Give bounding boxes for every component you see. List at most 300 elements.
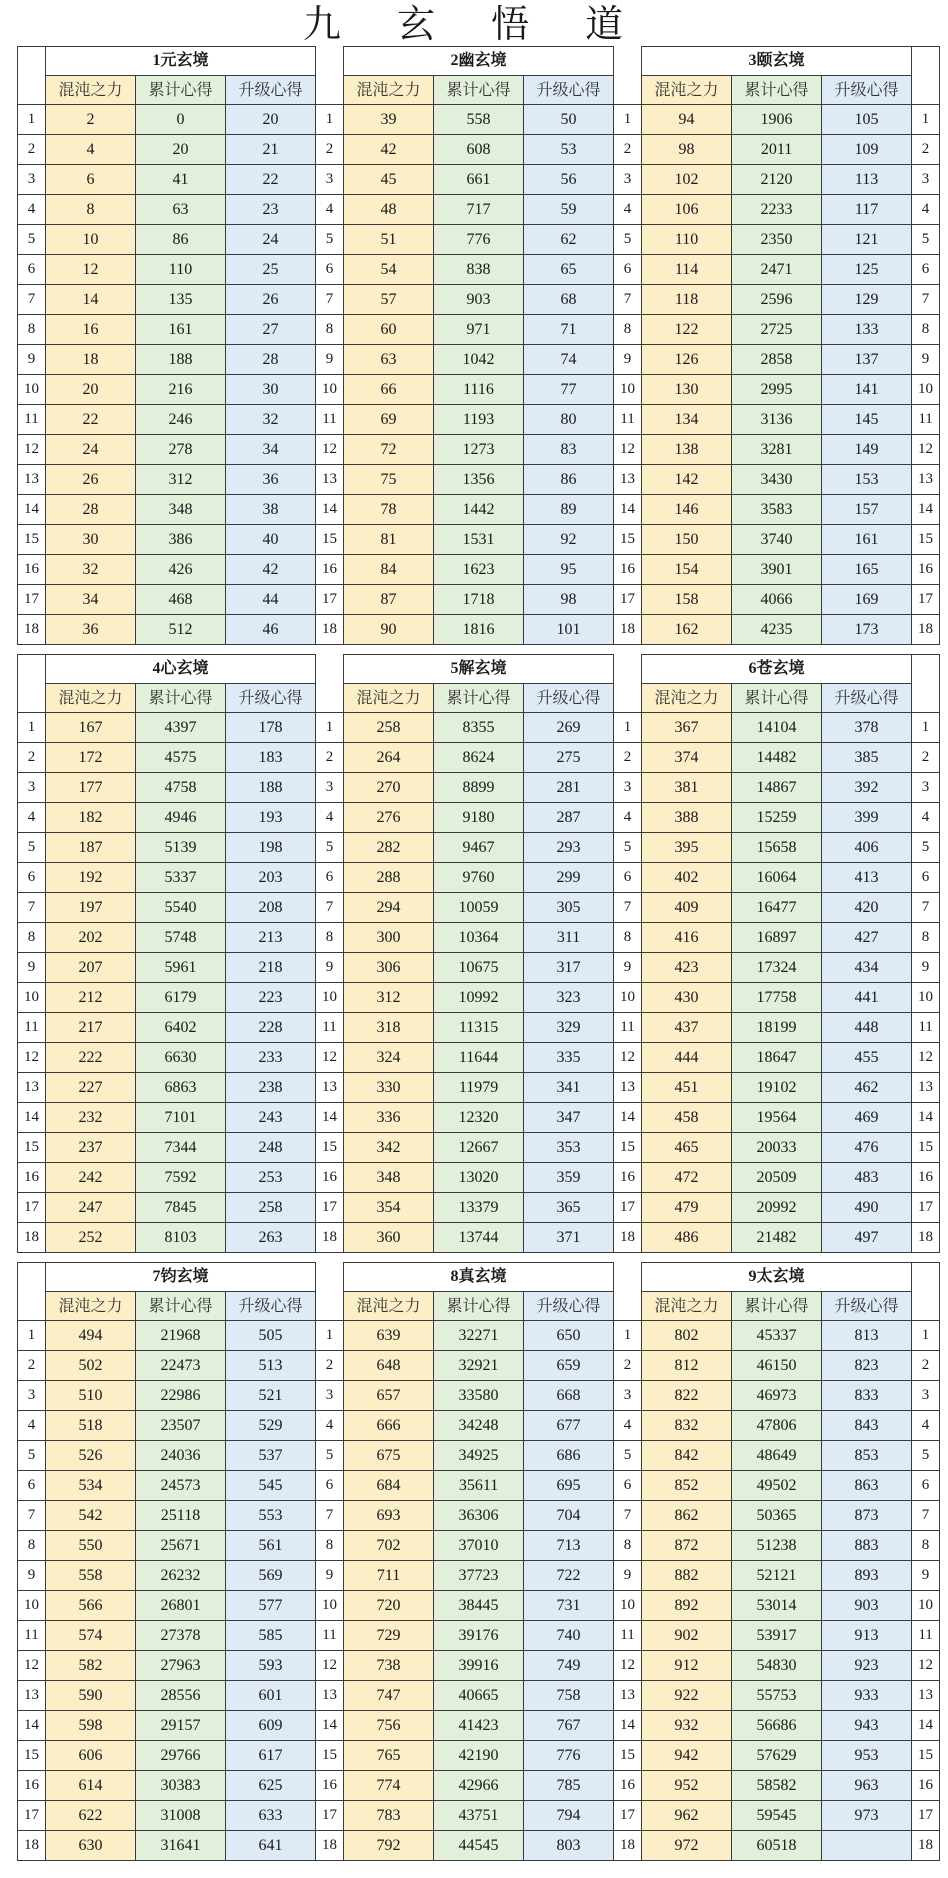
- level-number: 4: [18, 195, 46, 225]
- level-number: 2: [614, 1351, 642, 1381]
- table-row: [18, 1351, 940, 1381]
- upgrade-insight-cell: 767: [524, 1711, 614, 1741]
- chaos-power-cell: 282: [344, 833, 434, 863]
- chaos-power-cell: 324: [344, 1043, 434, 1073]
- column-header: 累计心得: [434, 684, 524, 713]
- upgrade-insight-cell: 923: [822, 1651, 912, 1681]
- cumulative-insight-cell: 188: [136, 345, 226, 375]
- level-number: 10: [18, 375, 46, 405]
- upgrade-insight-cell: 601: [226, 1681, 316, 1711]
- upgrade-insight-cell: 537: [226, 1441, 316, 1471]
- table-row: [18, 1561, 940, 1591]
- level-number: 14: [316, 1103, 344, 1133]
- level-number: 3: [316, 1381, 344, 1411]
- level-number: 4: [614, 1411, 642, 1441]
- level-number: 2: [18, 135, 46, 165]
- upgrade-insight-cell: 28: [226, 345, 316, 375]
- chaos-power-cell: 892: [642, 1591, 732, 1621]
- table-row: [18, 1711, 940, 1741]
- level-number: 15: [912, 525, 940, 555]
- chaos-power-cell: 336: [344, 1103, 434, 1133]
- level-number: 9: [912, 953, 940, 983]
- cumulative-insight-cell: 54830: [732, 1651, 822, 1681]
- upgrade-insight-cell: 77: [524, 375, 614, 405]
- cumulative-insight-cell: 4946: [136, 803, 226, 833]
- chaos-power-cell: 932: [642, 1711, 732, 1741]
- chaos-power-cell: 306: [344, 953, 434, 983]
- chaos-power-cell: 28: [46, 495, 136, 525]
- upgrade-insight-cell: 853: [822, 1441, 912, 1471]
- level-number: 13: [614, 465, 642, 495]
- upgrade-insight-cell: 677: [524, 1411, 614, 1441]
- cumulative-insight-cell: 8103: [136, 1223, 226, 1253]
- cumulative-insight-cell: 5748: [136, 923, 226, 953]
- table-row: [18, 713, 940, 743]
- chaos-power-cell: 444: [642, 1043, 732, 1073]
- cumulative-insight-cell: 16477: [732, 893, 822, 923]
- chaos-power-cell: 252: [46, 1223, 136, 1253]
- level-number: 1: [912, 1321, 940, 1351]
- cumulative-insight-cell: 7101: [136, 1103, 226, 1133]
- cumulative-insight-cell: 8624: [434, 743, 524, 773]
- cumulative-insight-cell: 3583: [732, 495, 822, 525]
- chaos-power-cell: 962: [642, 1801, 732, 1831]
- cumulative-insight-cell: 661: [434, 165, 524, 195]
- level-number: 17: [614, 1801, 642, 1831]
- upgrade-insight-cell: 299: [524, 863, 614, 893]
- table-row: [18, 225, 940, 255]
- level-number: 17: [18, 1801, 46, 1831]
- cumulative-insight-cell: 26232: [136, 1561, 226, 1591]
- chaos-power-cell: 360: [344, 1223, 434, 1253]
- level-number: 15: [18, 1741, 46, 1771]
- upgrade-insight-cell: 462: [822, 1073, 912, 1103]
- upgrade-insight-cell: 98: [524, 585, 614, 615]
- level-number: 13: [614, 1681, 642, 1711]
- cumulative-insight-cell: 58582: [732, 1771, 822, 1801]
- chaos-power-cell: 542: [46, 1501, 136, 1531]
- level-number: 2: [614, 743, 642, 773]
- cumulative-insight-cell: 39916: [434, 1651, 524, 1681]
- upgrade-insight-cell: 776: [524, 1741, 614, 1771]
- level-number: 15: [18, 1133, 46, 1163]
- level-number: 12: [316, 1651, 344, 1681]
- chaos-power-cell: 300: [344, 923, 434, 953]
- cumulative-insight-cell: 44545: [434, 1831, 524, 1861]
- chaos-power-cell: 648: [344, 1351, 434, 1381]
- level-number: 17: [614, 1193, 642, 1223]
- column-header: 升级心得: [822, 1292, 912, 1321]
- chaos-power-cell: 756: [344, 1711, 434, 1741]
- level-number: 4: [614, 195, 642, 225]
- upgrade-insight-cell: 169: [822, 585, 912, 615]
- upgrade-insight-cell: 117: [822, 195, 912, 225]
- upgrade-insight-cell: 203: [226, 863, 316, 893]
- level-number: 16: [912, 1771, 940, 1801]
- upgrade-insight-cell: 36: [226, 465, 316, 495]
- cumulative-insight-cell: 2995: [732, 375, 822, 405]
- cumulative-insight-cell: 8355: [434, 713, 524, 743]
- level-number: 5: [614, 833, 642, 863]
- upgrade-insight-cell: 50: [524, 105, 614, 135]
- chaos-power-cell: 729: [344, 1621, 434, 1651]
- level-number: 3: [18, 1381, 46, 1411]
- chaos-power-cell: 84: [344, 555, 434, 585]
- level-number: 5: [18, 833, 46, 863]
- chaos-power-cell: 675: [344, 1441, 434, 1471]
- level-number: 8: [316, 923, 344, 953]
- upgrade-insight-cell: 20: [226, 105, 316, 135]
- level-number: 17: [614, 585, 642, 615]
- level-number: 12: [18, 435, 46, 465]
- upgrade-insight-cell: 173: [822, 615, 912, 645]
- level-number: 10: [912, 375, 940, 405]
- cumulative-insight-cell: 22986: [136, 1381, 226, 1411]
- chaos-power-cell: 32: [46, 555, 136, 585]
- level-number: 2: [912, 135, 940, 165]
- upgrade-insight-cell: 406: [822, 833, 912, 863]
- chaos-power-cell: 409: [642, 893, 732, 923]
- cumulative-insight-cell: 56686: [732, 1711, 822, 1741]
- level-number: 6: [316, 863, 344, 893]
- cumulative-insight-cell: 17324: [732, 953, 822, 983]
- level-number: 8: [614, 1531, 642, 1561]
- level-number: 12: [316, 1043, 344, 1073]
- upgrade-insight-cell: 178: [226, 713, 316, 743]
- cumulative-insight-cell: 1356: [434, 465, 524, 495]
- upgrade-insight-cell: 74: [524, 345, 614, 375]
- level-number: 3: [912, 1381, 940, 1411]
- chaos-power-cell: 423: [642, 953, 732, 983]
- chaos-power-cell: 451: [642, 1073, 732, 1103]
- cumulative-insight-cell: 17758: [732, 983, 822, 1013]
- cumulative-insight-cell: 1442: [434, 495, 524, 525]
- upgrade-insight-cell: 165: [822, 555, 912, 585]
- upgrade-insight-cell: 577: [226, 1591, 316, 1621]
- level-number: 15: [18, 525, 46, 555]
- realm-name: 7钧玄境: [46, 1263, 316, 1292]
- table-row: [18, 1223, 940, 1253]
- cumulative-insight-cell: 32921: [434, 1351, 524, 1381]
- chaos-power-cell: 479: [642, 1193, 732, 1223]
- cumulative-insight-cell: 1718: [434, 585, 524, 615]
- upgrade-insight-cell: 137: [822, 345, 912, 375]
- chaos-power-cell: 832: [642, 1411, 732, 1441]
- chaos-power-cell: 227: [46, 1073, 136, 1103]
- upgrade-insight-cell: 686: [524, 1441, 614, 1471]
- cumulative-insight-cell: 31641: [136, 1831, 226, 1861]
- cumulative-insight-cell: 2350: [732, 225, 822, 255]
- cumulative-insight-cell: 53014: [732, 1591, 822, 1621]
- upgrade-insight-cell: 46: [226, 615, 316, 645]
- level-number: 10: [614, 983, 642, 1013]
- level-number: 4: [18, 803, 46, 833]
- upgrade-insight-cell: 218: [226, 953, 316, 983]
- level-number: 2: [316, 135, 344, 165]
- chaos-power-cell: 66: [344, 375, 434, 405]
- upgrade-insight-cell: 371: [524, 1223, 614, 1253]
- level-number: 18: [18, 1223, 46, 1253]
- level-number: 15: [316, 1133, 344, 1163]
- cumulative-insight-cell: 49502: [732, 1471, 822, 1501]
- chaos-power-cell: 167: [46, 713, 136, 743]
- level-number: 12: [316, 435, 344, 465]
- level-number: 7: [912, 893, 940, 923]
- upgrade-insight-cell: 413: [822, 863, 912, 893]
- level-number: 11: [316, 1013, 344, 1043]
- cumulative-insight-cell: 5540: [136, 893, 226, 923]
- chaos-power-cell: 81: [344, 525, 434, 555]
- level-number: 10: [912, 983, 940, 1013]
- cumulative-insight-cell: 20033: [732, 1133, 822, 1163]
- chaos-power-cell: 207: [46, 953, 136, 983]
- level-number: 15: [316, 525, 344, 555]
- cumulative-insight-cell: 24573: [136, 1471, 226, 1501]
- upgrade-insight-cell: 258: [226, 1193, 316, 1223]
- column-header: 升级心得: [524, 76, 614, 105]
- chaos-power-cell: 639: [344, 1321, 434, 1351]
- level-number: 17: [912, 1801, 940, 1831]
- level-number: 18: [18, 1831, 46, 1861]
- cumulative-insight-cell: 161: [136, 315, 226, 345]
- column-header: 累计心得: [136, 684, 226, 713]
- upgrade-insight-cell: 323: [524, 983, 614, 1013]
- chaos-power-cell: 330: [344, 1073, 434, 1103]
- chaos-power-cell: 566: [46, 1591, 136, 1621]
- cumulative-insight-cell: 50365: [732, 1501, 822, 1531]
- cumulative-insight-cell: 21968: [136, 1321, 226, 1351]
- cumulative-insight-cell: 11979: [434, 1073, 524, 1103]
- upgrade-insight-cell: 34: [226, 435, 316, 465]
- chaos-power-cell: 402: [642, 863, 732, 893]
- level-number: 9: [316, 345, 344, 375]
- table-row: [18, 1073, 940, 1103]
- cumulative-insight-cell: 1273: [434, 435, 524, 465]
- chaos-power-cell: 395: [642, 833, 732, 863]
- chaos-power-cell: 622: [46, 1801, 136, 1831]
- chaos-power-cell: 614: [46, 1771, 136, 1801]
- chaos-power-cell: 110: [642, 225, 732, 255]
- level-number: 13: [18, 1681, 46, 1711]
- chaos-power-cell: 952: [642, 1771, 732, 1801]
- table-row: [18, 1591, 940, 1621]
- column-header: 升级心得: [226, 684, 316, 713]
- table-row: [18, 1381, 940, 1411]
- chaos-power-cell: 502: [46, 1351, 136, 1381]
- chaos-power-cell: 666: [344, 1411, 434, 1441]
- upgrade-insight-cell: 44: [226, 585, 316, 615]
- level-number: 3: [18, 773, 46, 803]
- chaos-power-cell: 158: [642, 585, 732, 615]
- cumulative-insight-cell: 16064: [732, 863, 822, 893]
- upgrade-insight-cell: 198: [226, 833, 316, 863]
- chaos-power-cell: 494: [46, 1321, 136, 1351]
- level-number: 3: [316, 165, 344, 195]
- chaos-power-cell: 94: [642, 105, 732, 135]
- level-number: 11: [912, 1013, 940, 1043]
- cumulative-insight-cell: 24036: [136, 1441, 226, 1471]
- upgrade-insight-cell: 434: [822, 953, 912, 983]
- upgrade-insight-cell: 505: [226, 1321, 316, 1351]
- level-number: 17: [316, 585, 344, 615]
- level-number: 1: [912, 105, 940, 135]
- cumulative-insight-cell: 1042: [434, 345, 524, 375]
- chaos-power-cell: 822: [642, 1381, 732, 1411]
- cumulative-insight-cell: 3740: [732, 525, 822, 555]
- cumulative-insight-cell: 20509: [732, 1163, 822, 1193]
- cumulative-insight-cell: 11644: [434, 1043, 524, 1073]
- level-number: 2: [316, 743, 344, 773]
- chaos-power-cell: 258: [344, 713, 434, 743]
- upgrade-insight-cell: 109: [822, 135, 912, 165]
- cumulative-insight-cell: 3430: [732, 465, 822, 495]
- level-number: 10: [316, 375, 344, 405]
- cumulative-insight-cell: 40665: [434, 1681, 524, 1711]
- chaos-power-cell: 342: [344, 1133, 434, 1163]
- realm-name: 9太玄境: [642, 1263, 912, 1292]
- level-number: 5: [912, 1441, 940, 1471]
- cumulative-insight-cell: 2725: [732, 315, 822, 345]
- table-row: [18, 315, 940, 345]
- upgrade-insight-cell: 149: [822, 435, 912, 465]
- chaos-power-cell: 598: [46, 1711, 136, 1741]
- cumulative-insight-cell: 29766: [136, 1741, 226, 1771]
- upgrade-insight-cell: 68: [524, 285, 614, 315]
- level-number: 18: [316, 615, 344, 645]
- level-number: 11: [614, 1621, 642, 1651]
- level-number: 13: [316, 1681, 344, 1711]
- level-number: 15: [614, 525, 642, 555]
- level-number: 1: [18, 105, 46, 135]
- upgrade-insight-cell: 113: [822, 165, 912, 195]
- level-number: 16: [18, 1771, 46, 1801]
- level-number: 6: [912, 863, 940, 893]
- level-number: 7: [316, 1501, 344, 1531]
- upgrade-insight-cell: 963: [822, 1771, 912, 1801]
- chaos-power-cell: 270: [344, 773, 434, 803]
- chaos-power-cell: 247: [46, 1193, 136, 1223]
- level-number: 16: [316, 1163, 344, 1193]
- chaos-power-cell: 510: [46, 1381, 136, 1411]
- cumulative-insight-cell: 7344: [136, 1133, 226, 1163]
- upgrade-insight-cell: 731: [524, 1591, 614, 1621]
- level-number: 16: [614, 1771, 642, 1801]
- cumulative-insight-cell: 1531: [434, 525, 524, 555]
- level-number: 14: [316, 1711, 344, 1741]
- cumulative-insight-cell: 2011: [732, 135, 822, 165]
- upgrade-insight-cell: 238: [226, 1073, 316, 1103]
- level-number: 8: [18, 315, 46, 345]
- level-number: 5: [316, 833, 344, 863]
- column-header: 混沌之力: [46, 1292, 136, 1321]
- realm-name: 3颐玄境: [642, 47, 912, 76]
- chaos-power-cell: 526: [46, 1441, 136, 1471]
- cumulative-insight-cell: 6863: [136, 1073, 226, 1103]
- chaos-power-cell: 134: [642, 405, 732, 435]
- level-number: 6: [316, 1471, 344, 1501]
- chaos-power-cell: 902: [642, 1621, 732, 1651]
- level-number: 13: [912, 1681, 940, 1711]
- upgrade-insight-cell: 933: [822, 1681, 912, 1711]
- chaos-power-cell: 18: [46, 345, 136, 375]
- table-row: [18, 1013, 940, 1043]
- chaos-power-cell: 747: [344, 1681, 434, 1711]
- cumulative-insight-cell: 2471: [732, 255, 822, 285]
- upgrade-insight-cell: 803: [524, 1831, 614, 1861]
- upgrade-insight-cell: 365: [524, 1193, 614, 1223]
- header-corner: [614, 47, 642, 105]
- level-number: 11: [614, 1013, 642, 1043]
- level-number: 15: [912, 1133, 940, 1163]
- cumulative-insight-cell: 47806: [732, 1411, 822, 1441]
- cumulative-insight-cell: 5961: [136, 953, 226, 983]
- chaos-power-cell: 20: [46, 375, 136, 405]
- chaos-power-cell: 294: [344, 893, 434, 923]
- cumulative-insight-cell: 246: [136, 405, 226, 435]
- cumulative-insight-cell: 468: [136, 585, 226, 615]
- column-header: 混沌之力: [344, 684, 434, 713]
- level-number: 3: [316, 773, 344, 803]
- level-number: 14: [912, 1711, 940, 1741]
- table-row: [18, 405, 940, 435]
- cumulative-insight-cell: 16897: [732, 923, 822, 953]
- level-number: 7: [18, 893, 46, 923]
- cumulative-insight-cell: 10059: [434, 893, 524, 923]
- table-row: [18, 1501, 940, 1531]
- level-number: 12: [912, 435, 940, 465]
- cumulative-insight-cell: 60518: [732, 1831, 822, 1861]
- realm-name: 8真玄境: [344, 1263, 614, 1292]
- level-number: 18: [614, 615, 642, 645]
- cumulative-insight-cell: 2120: [732, 165, 822, 195]
- chaos-power-cell: 63: [344, 345, 434, 375]
- level-number: 13: [912, 465, 940, 495]
- upgrade-insight-cell: 22: [226, 165, 316, 195]
- cumulative-insight-cell: 46150: [732, 1351, 822, 1381]
- table-row: [18, 555, 940, 585]
- header-corner: [316, 1263, 344, 1321]
- header-corner: [18, 47, 46, 105]
- table-row: [18, 833, 940, 863]
- table-row: [18, 743, 940, 773]
- level-number: 4: [18, 1411, 46, 1441]
- cumulative-insight-cell: 6630: [136, 1043, 226, 1073]
- chaos-power-cell: 348: [344, 1163, 434, 1193]
- upgrade-insight-cell: 650: [524, 1321, 614, 1351]
- chaos-power-cell: 318: [344, 1013, 434, 1043]
- chaos-power-cell: 882: [642, 1561, 732, 1591]
- table-row: [18, 135, 940, 165]
- table-row: [18, 863, 940, 893]
- chaos-power-cell: 187: [46, 833, 136, 863]
- cumulative-insight-cell: 27963: [136, 1651, 226, 1681]
- level-number: 3: [912, 773, 940, 803]
- table-row: [18, 893, 940, 923]
- chaos-power-cell: 430: [642, 983, 732, 1013]
- upgrade-insight-cell: 23: [226, 195, 316, 225]
- chaos-power-cell: 693: [344, 1501, 434, 1531]
- chaos-power-cell: 657: [344, 1381, 434, 1411]
- level-number: 16: [18, 555, 46, 585]
- table-row: [18, 585, 940, 615]
- cumulative-insight-cell: 20992: [732, 1193, 822, 1223]
- upgrade-insight-cell: 476: [822, 1133, 912, 1163]
- upgrade-insight-cell: 38: [226, 495, 316, 525]
- upgrade-insight-cell: 633: [226, 1801, 316, 1831]
- level-number: 3: [614, 773, 642, 803]
- level-number: 3: [912, 165, 940, 195]
- cumulative-insight-cell: 51238: [732, 1531, 822, 1561]
